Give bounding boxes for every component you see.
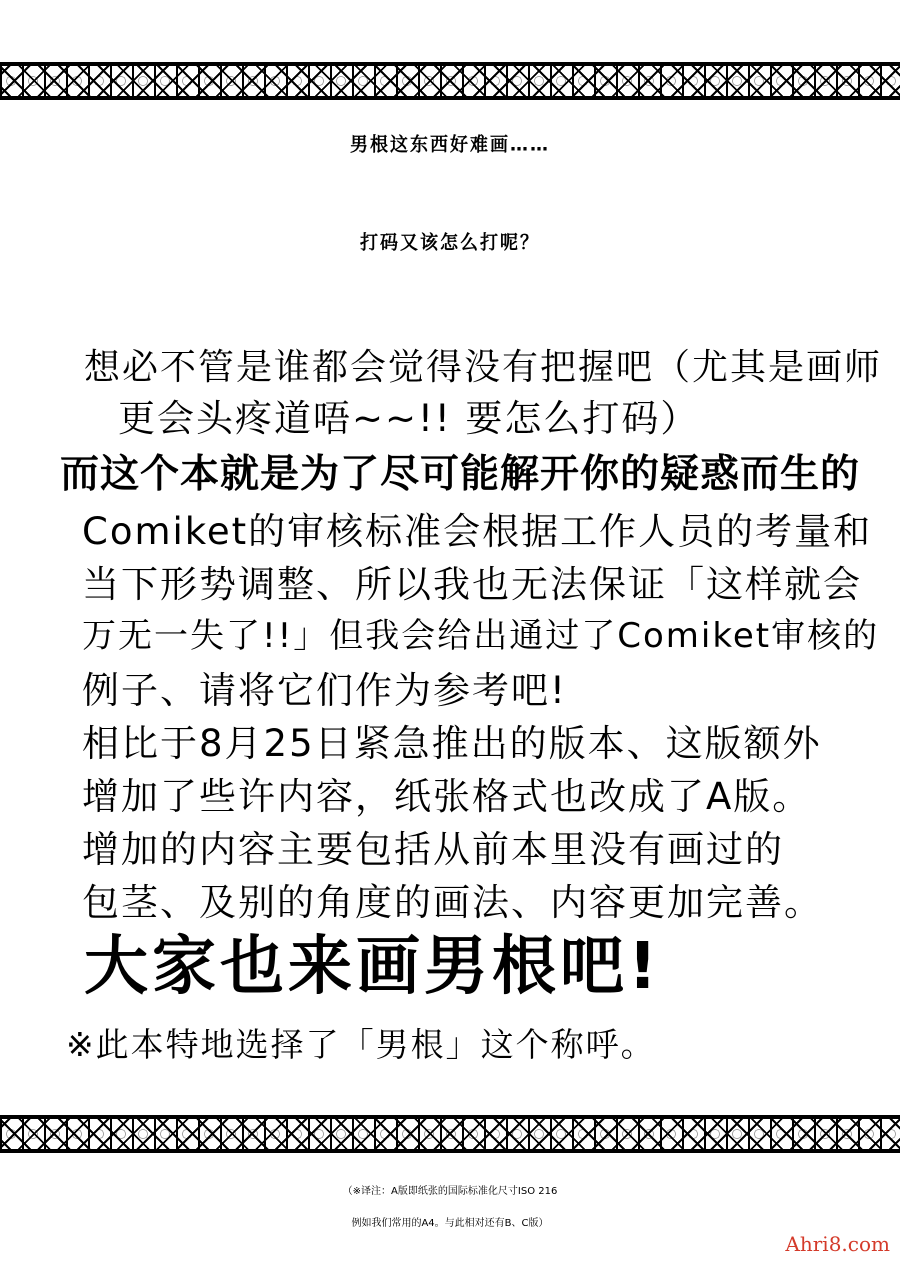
translator-note-line-1: （※译注：A版即纸张的国际标准化尺寸ISO 216 <box>342 1186 558 1197</box>
bold-statement: 而这个本就是为了尽可能解开你的疑惑而生的 <box>60 452 861 497</box>
body-line-1: Comiket的审核标准会根据工作人员的考量和 <box>82 510 873 553</box>
shout-line: 大家也来画男根吧! <box>84 930 662 1004</box>
title-line-1: 男根这东西好难画…… <box>350 133 550 156</box>
title-line-2: 打码又该怎么打呢？ <box>360 231 540 254</box>
body-line-4: 例子、请将它们作为参考吧! <box>82 669 567 712</box>
watermark-text: Ahri8.com <box>785 1232 890 1256</box>
intro-line-2: 更会头疼道唔~~!! 要怎么打码） <box>118 397 700 440</box>
body-line-3: 万无一失了!!」但我会给出通过了Comiket审核的 <box>82 616 880 656</box>
footnote-line: ※此本特地选择了「男根」这个称呼。 <box>66 1025 656 1064</box>
bottom-ornamental-border <box>0 1115 900 1153</box>
body-line-5: 相比于8月25日紧急推出的版本、这版额外 <box>82 722 822 765</box>
body-line-7: 增加的内容主要包括从前本里没有画过的 <box>82 828 784 871</box>
body-line-6: 增加了些许内容，纸张格式也改成了A版。 <box>82 775 812 818</box>
body-line-8: 包茎、及别的角度的画法、内容更加完善。 <box>82 881 823 924</box>
translator-note-line-2: 例如我们常用的A4。与此相对还有B、C版） <box>351 1218 549 1229</box>
body-line-2: 当下形势调整、所以我也无法保证「这样就会 <box>82 563 862 606</box>
top-ornamental-border <box>0 62 900 100</box>
intro-line-1: 想必不管是谁都会觉得没有把握吧（尤其是画师 <box>84 347 883 388</box>
